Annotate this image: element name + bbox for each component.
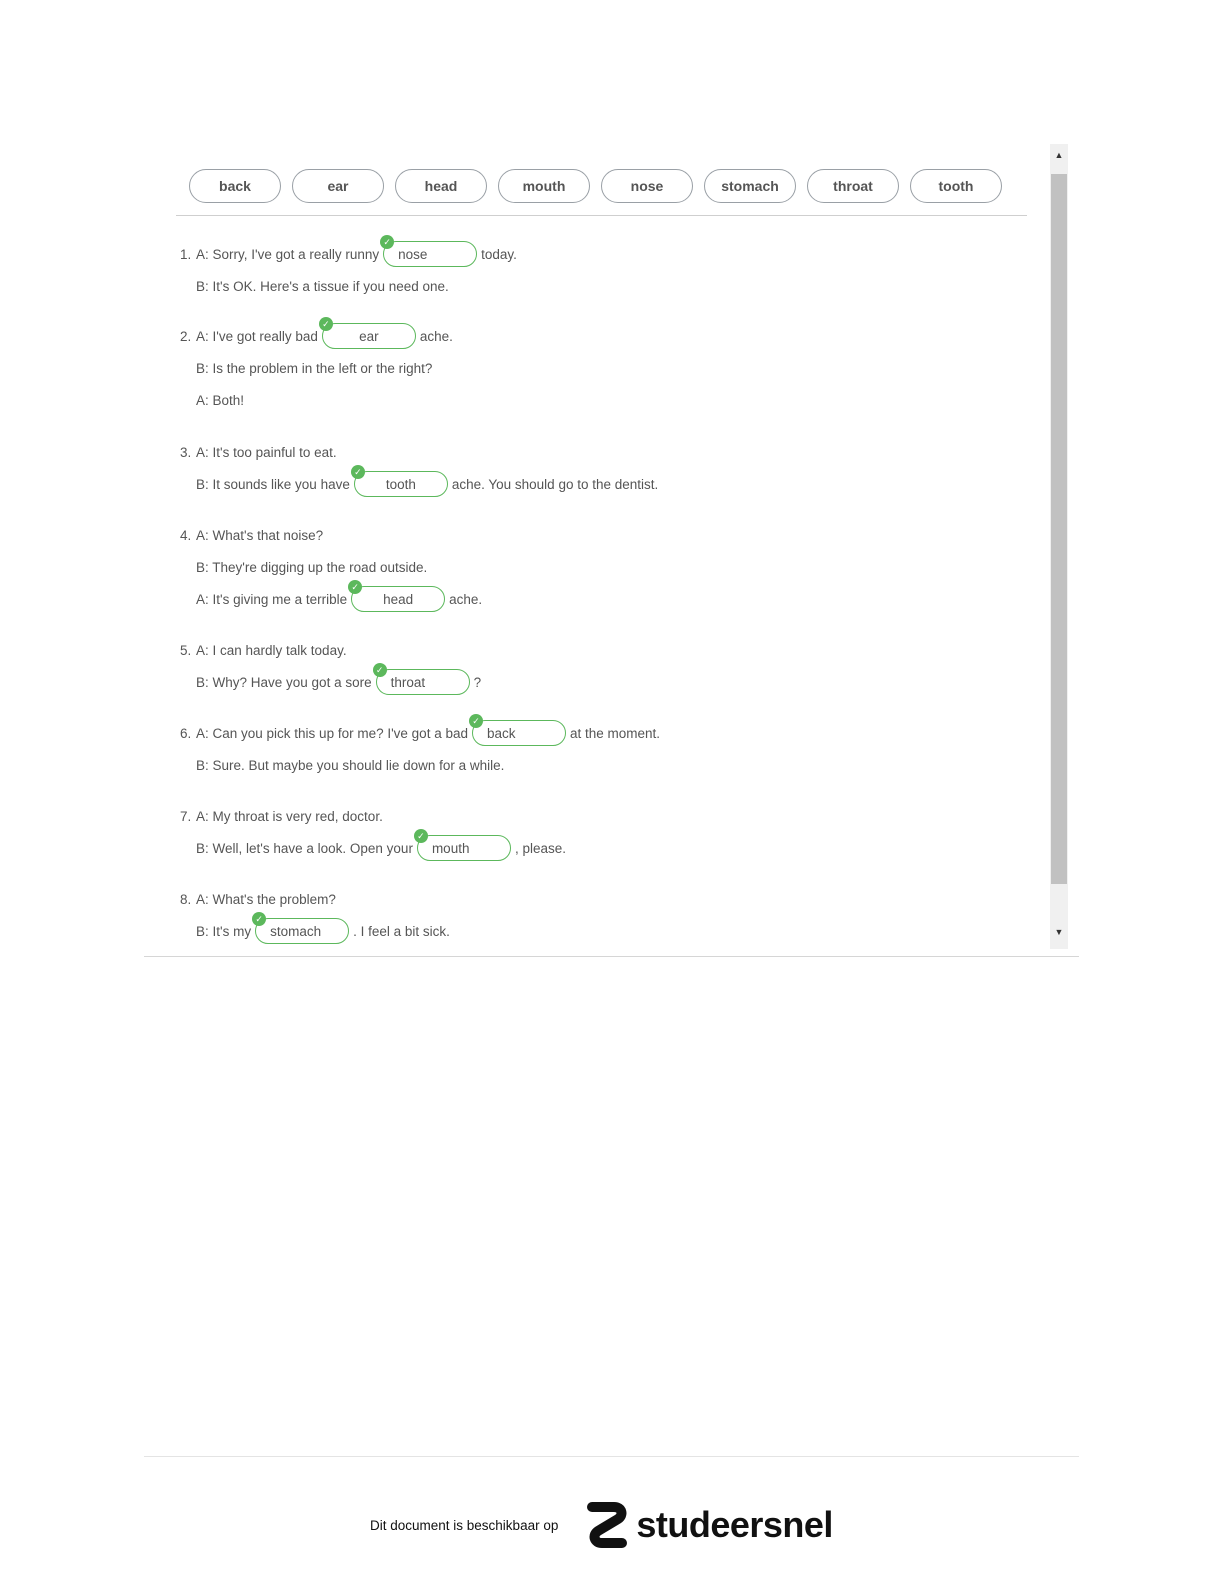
answer-value: ear (359, 328, 379, 344)
triangle-down-icon[interactable]: ▼ (1054, 927, 1064, 937)
line-text-after: ache. (449, 591, 483, 607)
check-circle-icon: ✓ (380, 235, 394, 249)
line-text-before: B: Why? Have you got a sore (196, 674, 372, 690)
dialogue-line (196, 664, 482, 696)
dialogue-line (180, 885, 336, 913)
answer-field[interactable] (351, 581, 445, 612)
line-text: B: It's OK. Here's a tissue if you need one. (196, 278, 449, 294)
word-chip-nose[interactable]: nose (601, 169, 693, 203)
brand-name: studeersnel (636, 1504, 833, 1545)
line-text-before: A: Can you pick this up for me? I've got a bad (196, 725, 468, 741)
dialogue-line (180, 802, 383, 830)
check-circle-icon: ✓ (373, 663, 387, 677)
word-chip-ear[interactable]: ear (292, 169, 384, 203)
item-number: 4. (180, 527, 192, 543)
dialogue-line (196, 386, 244, 414)
check-circle-icon: ✓ (319, 317, 333, 331)
answer-value: nose (398, 246, 428, 262)
check-circle-icon: ✓ (252, 912, 266, 926)
answer-value: stomach (270, 923, 322, 939)
line-text-before: A: Sorry, I've got a really runny (196, 246, 380, 262)
line-text-before: B: Well, let's have a look. Open your (196, 840, 413, 856)
word-bank (189, 169, 1019, 207)
answer-field[interactable] (417, 830, 511, 861)
answer-value: head (383, 591, 414, 607)
word-chip-head[interactable]: head (395, 169, 487, 203)
answer-field[interactable] (375, 664, 470, 695)
dialogue-line (180, 636, 347, 664)
line-text: B: Is the problem in the left or the right? (196, 360, 433, 376)
divider (176, 215, 1027, 216)
word-chip-mouth[interactable]: mouth (498, 169, 590, 203)
studeersnel-logo-icon (584, 1501, 630, 1549)
word-chip-stomach[interactable]: stomach (704, 169, 796, 203)
check-circle-icon: ✓ (351, 465, 365, 479)
footer-divider (144, 1456, 1079, 1457)
dialogue-line (196, 466, 659, 498)
word-chip-tooth[interactable]: tooth (910, 169, 1002, 203)
check-circle-icon: ✓ (469, 714, 483, 728)
dialogue-line (196, 354, 432, 382)
answer-value: tooth (385, 476, 416, 492)
scrollbar-thumb[interactable] (1051, 174, 1067, 884)
line-text-after: ? (473, 674, 482, 690)
line-text: A: My throat is very red, doctor. (196, 808, 383, 824)
item-number: 8. (180, 891, 192, 907)
line-text-after: ache. (419, 328, 453, 344)
item-number: 7. (180, 808, 192, 824)
dialogue-line (196, 272, 449, 300)
answer-field[interactable] (255, 913, 349, 944)
line-text-before: B: It sounds like you have (196, 476, 350, 492)
item-number: 6. (180, 725, 192, 741)
footer (370, 1500, 833, 1550)
line-text-after: ache. You should go to the dentist. (451, 476, 659, 492)
dialogue-line (180, 715, 661, 747)
item-number: 1. (180, 246, 192, 262)
answer-value: mouth (431, 840, 470, 856)
line-text: B: They're digging up the road outside. (196, 559, 428, 575)
dialogue-line (196, 830, 566, 862)
word-chip-back[interactable]: back (189, 169, 281, 203)
line-text-after: at the moment. (569, 725, 661, 741)
dialogue-line (180, 236, 517, 268)
item-number: 2. (180, 328, 192, 344)
line-text-before: A: I've got really bad (196, 328, 318, 344)
exercise-panel (144, 144, 1079, 957)
answer-field[interactable] (354, 466, 448, 497)
answer-field[interactable] (472, 715, 566, 746)
line-text-before: B: It's my (196, 923, 252, 939)
line-text-after: , please. (514, 840, 566, 856)
line-text: A: I can hardly talk today. (196, 642, 347, 658)
dialogue-line (180, 318, 453, 350)
dialogue-line (196, 553, 427, 581)
footer-text: Dit document is beschikbaar op (370, 1517, 559, 1533)
answer-value: throat (390, 674, 426, 690)
line-text: A: What's the problem? (196, 891, 336, 907)
item-number: 5. (180, 642, 192, 658)
dialogue-line (196, 581, 483, 613)
dialogue-line (196, 751, 504, 779)
triangle-up-icon[interactable]: ▲ (1054, 150, 1064, 160)
line-text: A: It's too painful to eat. (196, 444, 337, 460)
studeersnel-logo[interactable] (584, 1501, 833, 1549)
check-circle-icon: ✓ (348, 580, 362, 594)
item-number: 3. (180, 444, 192, 460)
answer-field[interactable] (322, 318, 416, 349)
check-circle-icon: ✓ (414, 829, 428, 843)
word-chip-throat[interactable]: throat (807, 169, 899, 203)
line-text-after: today. (481, 246, 517, 262)
line-text: B: Sure. But maybe you should lie down for a while. (196, 757, 505, 773)
line-text: A: Both! (196, 392, 245, 408)
dialogue-line (180, 438, 337, 466)
answer-value: back (486, 725, 516, 741)
line-text-after: . I feel a bit sick. (353, 923, 450, 939)
line-text: A: What's that noise? (196, 527, 324, 543)
answer-field[interactable] (383, 236, 477, 267)
vertical-scrollbar[interactable] (1050, 144, 1068, 949)
line-text-before: A: It's giving me a terrible (196, 591, 348, 607)
dialogue-line (196, 913, 450, 945)
dialogue-line (180, 521, 323, 549)
